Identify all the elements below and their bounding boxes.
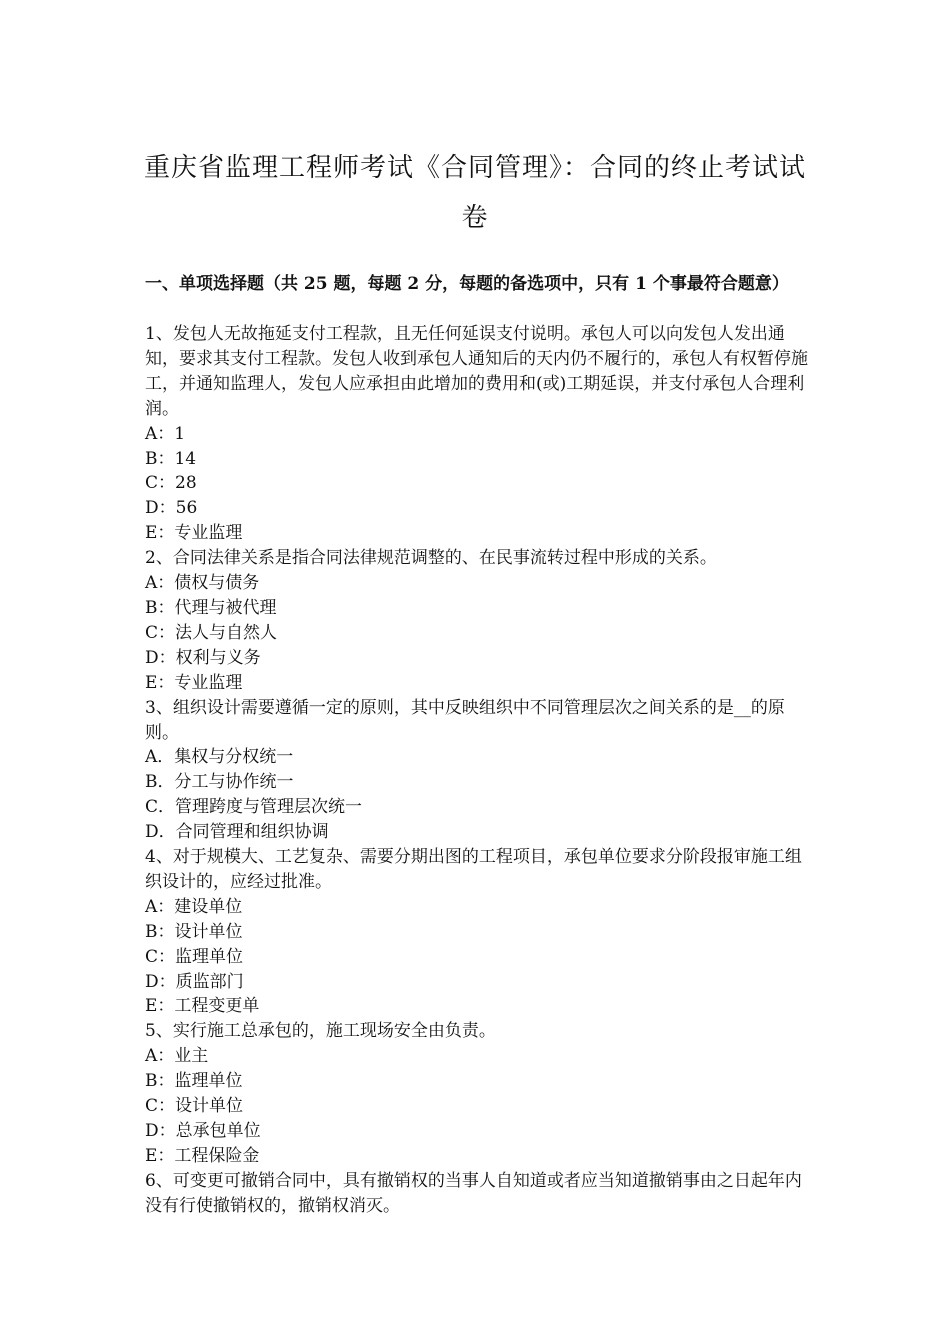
question-5-option-c: C：设计单位 — [145, 1096, 244, 1117]
question-1-option-e: E：专业监理 — [145, 523, 243, 544]
question-3-option-c: C．管理跨度与管理层次统一 — [145, 797, 363, 818]
question-stem-6: 6、可变更可撤销合同中，具有撤销权的当事人自知道或者应当知道撤销事由之日起年内没有行使撤销权的，撤销权消灭。 — [145, 1170, 802, 1216]
question-stem-2: 2、合同法律关系是指合同法律规范调整的、在民事流转过程中形成的关系。 — [145, 548, 717, 569]
question-4-option-a: A：建设单位 — [145, 896, 243, 917]
question-5-option-e: E：工程保险金 — [145, 1145, 260, 1166]
question-1-option-a: A：1 — [145, 423, 186, 444]
question-1-option-d: D：56 — [145, 498, 198, 519]
question-3-option-a: A．集权与分权统一 — [145, 747, 294, 768]
section-heading: 一、单项选择题（共 25 题，每题 2 分，每题的备选项中，只有 1 个事最符合题意） — [145, 274, 789, 294]
question-2-option-d: D：权利与义务 — [145, 647, 261, 668]
question-5-option-a: A：业主 — [145, 1046, 209, 1067]
question-2-option-e: E：专业监理 — [145, 672, 243, 693]
document-title-line-2: 卷 — [461, 203, 489, 233]
question-5-option-b: B：监理单位 — [145, 1071, 243, 1092]
document-title-line-1: 重庆省监理工程师考试《合同管理》：合同的终止考试试 — [143, 153, 806, 183]
question-3-option-d: D．合同管理和组织协调 — [145, 822, 329, 843]
question-5-option-d: D：总承包单位 — [145, 1121, 261, 1141]
question-2-option-a: A：债权与债务 — [145, 573, 260, 594]
question-stem-1: 1、发包人无故拖延支付工程款，且无任何延误支付说明。承包人可以向发包人发出通知，要求其支付工程款。发包人收到承包人通知后的天内仍不履行的，承包人有权暂停施工，并通知监理人，发包人应承担由此增加的费用和(或)工期延误，并支付承包人合理利润。 — [145, 324, 808, 419]
question-4-option-e: E：工程变更单 — [145, 996, 260, 1017]
question-2-option-c: C：法人与自然人 — [145, 622, 278, 643]
question-4-option-b: B：设计单位 — [145, 921, 243, 942]
question-1-option-b: B：14 — [145, 448, 197, 469]
question-stem-5: 5、实行施工总承包的，施工现场安全由负责。 — [145, 1021, 496, 1042]
question-stem-3: 3、组织设计需要遵循一定的原则，其中反映组织中不同管理层次之间关系的是__的原则。 — [145, 697, 785, 743]
question-4-option-c: C：监理单位 — [145, 946, 244, 967]
question-1-option-c: C：28 — [145, 473, 197, 494]
question-3-option-b: B．分工与协作统一 — [145, 772, 294, 793]
question-4-option-d: D：质监部门 — [145, 971, 244, 992]
question-stem-4: 4、对于规模大、工艺复杂、需要分期出图的工程项目，承包单位要求分阶段报审施工组织设计的，应经过批准。 — [145, 847, 802, 892]
question-2-option-b: B：代理与被代理 — [145, 597, 277, 618]
question-list — [145, 322, 815, 1219]
